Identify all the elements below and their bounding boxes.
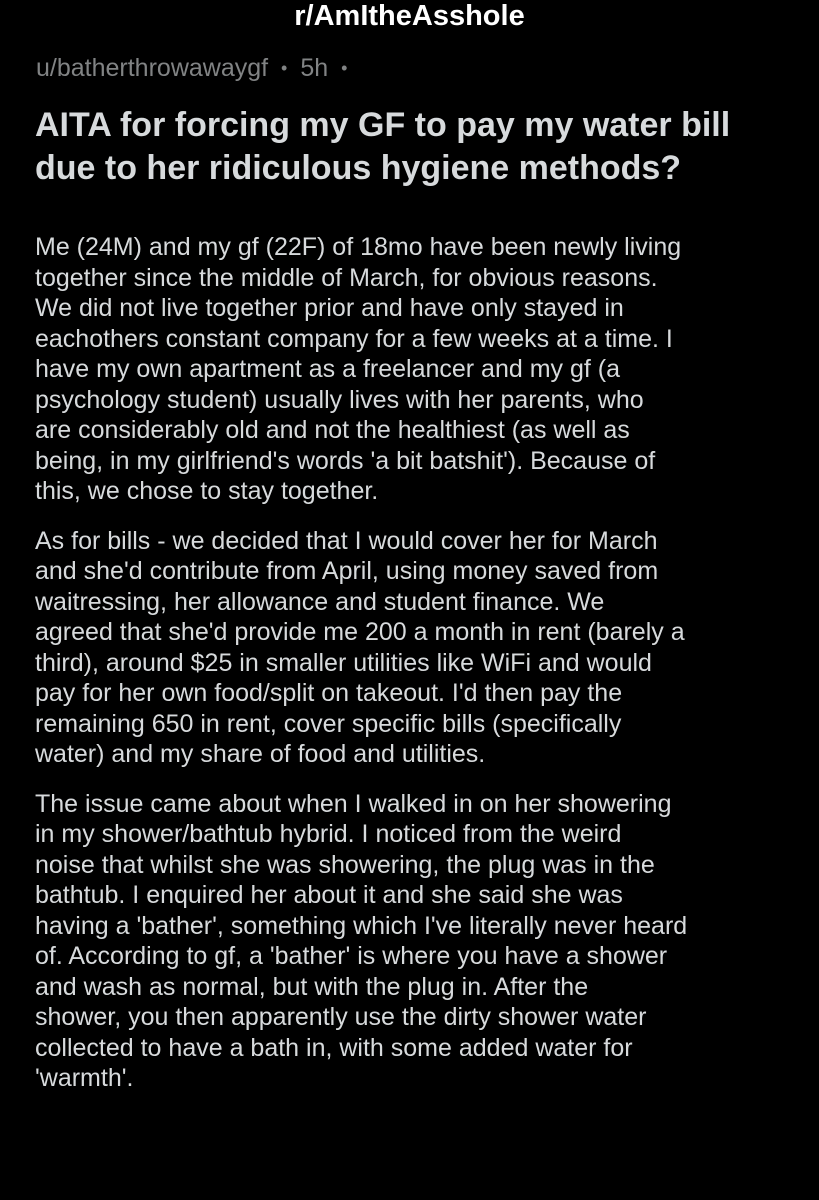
subreddit-name[interactable]: r/AmItheAsshole [294,0,525,32]
body-paragraph: Me (24M) and my gf (22F) of 18mo have been newly living together since the middle of March, for obvious reasons. We did not live together prior and have only stayed in eachothers constant company for a few weeks at a time. I have my own apartment as a freelancer and my gf (a psychology student) usually lives with her parents, who are considerably old and not the healthiest (as well as being, in my girlfriend's words 'a bit batshit'). Because of this, we chose to stay together. [35,233,682,505]
post-meta [36,52,353,84]
post-body [35,232,805,1113]
meta-separator: • [341,58,348,78]
post-age: 5h [300,54,329,82]
body-paragraph: As for bills - we decided that I would cover her for March and she'd contribute from April, using money saved from waitressing, her allowance and student finance. We agreed that she'd provide me 200 a month in rent (barely a third), around $25 in smaller utilities like WiFi and would pay for her own food/split on takeout. I'd then pay the remaining 650 in rent, cover specific bills (specifically water) and my share of food and utilities. [35,526,685,768]
body-paragraph: The issue came about when I walked in on her showering in my shower/bathtub hybrid. I noticed from the weird noise that whilst she was showering, the plug was in the bathtub. I enquired her about it and she said she was having a 'bather', something which I've literally never heard of. According to gf, a 'bather' is where you have a shower and wash as normal, but with the plug in. After the shower, you then apparently use the dirty shower water collected to have a bath in, with some added water for 'warmth'. [35,789,688,1092]
author-link[interactable]: u/batherthrowawaygf [36,54,269,82]
meta-separator: • [281,58,288,78]
post-title[interactable]: AITA for forcing my GF to pay my water bill due to her ridiculous hygiene methods? [35,106,731,187]
